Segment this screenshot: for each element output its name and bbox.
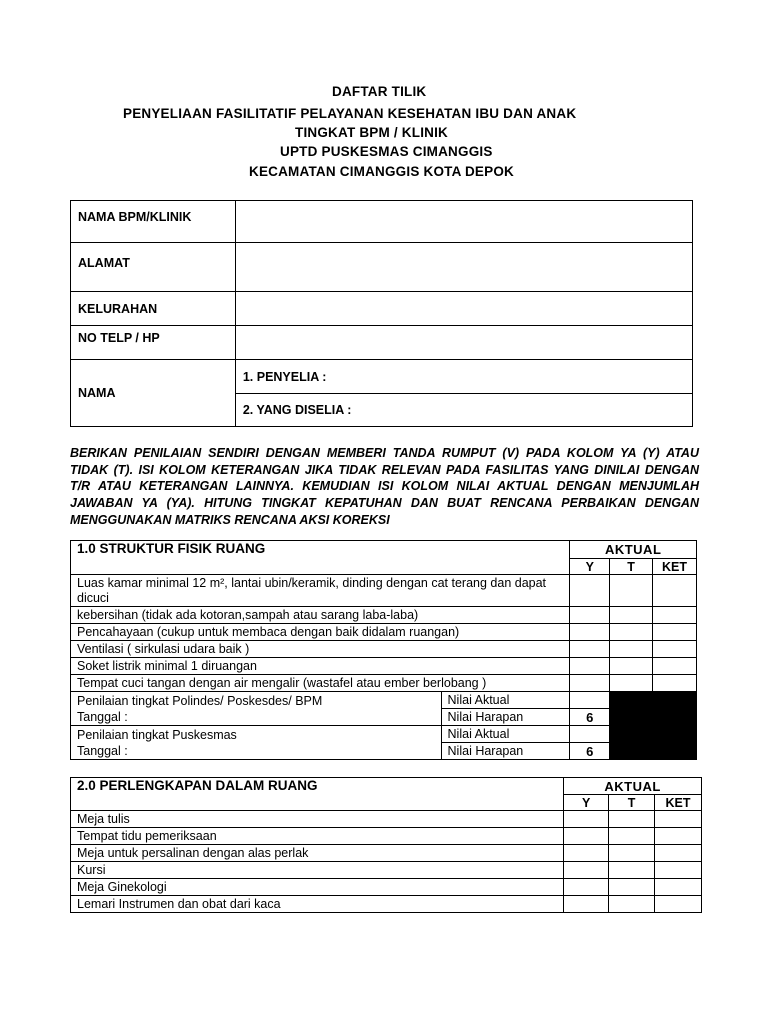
check-y[interactable] — [570, 675, 610, 692]
check-t[interactable] — [609, 845, 655, 862]
identity-table — [70, 200, 693, 427]
ket-cell[interactable] — [655, 811, 702, 828]
check-y[interactable] — [570, 575, 610, 607]
ket-cell[interactable] — [653, 575, 697, 607]
section1-item: Pencahayaan (cukup untuk membaca dengan baik didalam ruangan) — [71, 624, 570, 641]
doc-kecamatan: KECAMATAN CIMANGGIS KOTA DEPOK — [249, 164, 514, 179]
section1-col-t: T — [610, 559, 653, 575]
section1-item: kebersihan (tidak ada kotoran,sampah atau sarang laba-laba) — [71, 607, 570, 624]
section2-item: Kursi — [71, 862, 564, 879]
ket-cell[interactable] — [653, 658, 697, 675]
check-t[interactable] — [610, 675, 653, 692]
section2-item: Lemari Instrumen dan obat dari kaca — [71, 896, 564, 913]
check-t[interactable] — [610, 575, 653, 607]
instructions-text: BERIKAN PENILAIAN SENDIRI DENGAN MEMBERI TANDA RUMPUT (V) PADA KOLOM YA (Y) ATAU TIDAK (T). ISI KOLOM KETERANGAN JIKA TIDAK RELEVAN PADA FASILITAS YANG DINILAI DENGAN T/R ATAU KETERANGAN LAINNYA. KEMUDIAN ISI KOLOM NILAI AKTUAL DENGAN MENJUMLAH JAWABAN YA (YA). HITUNG TINGKAT KEPATUHAN DAN BUAT RENCANA PERBAIKAN DENGAN MENGGUNAKAN MATRIKS RENCANA AKSI KOREKSI — [70, 446, 699, 527]
nilai-aktual-value[interactable] — [570, 726, 610, 743]
ket-cell[interactable] — [655, 828, 702, 845]
field-telp[interactable] — [235, 326, 692, 360]
nilai-harapan-value: 6 — [570, 709, 610, 726]
nilai-aktual-value[interactable] — [570, 692, 610, 709]
section1-item: Luas kamar minimal 12 m², lantai ubin/keramik, dinding dengan cat terang dan dapat dicuci — [71, 575, 570, 607]
check-t[interactable] — [609, 811, 655, 828]
ket-cell[interactable] — [655, 896, 702, 913]
check-y[interactable] — [564, 879, 609, 896]
ket-cell[interactable] — [653, 641, 697, 658]
check-t[interactable] — [610, 658, 653, 675]
puskesmas-date-label: Tanggal : — [77, 743, 128, 758]
check-y[interactable] — [564, 862, 609, 879]
ket-cell[interactable] — [653, 624, 697, 641]
ket-cell[interactable] — [655, 862, 702, 879]
section2-col-y: Y — [564, 795, 609, 811]
blacked-out-cell — [610, 692, 697, 760]
section1-table — [70, 540, 697, 760]
check-y[interactable] — [564, 896, 609, 913]
ket-cell[interactable] — [655, 845, 702, 862]
ket-cell[interactable] — [655, 879, 702, 896]
polindes-label: Penilaian tingkat Polindes/ Poskesdes/ BPM — [77, 693, 323, 708]
section2-item: Meja tulis — [71, 811, 564, 828]
nilai-aktual-label: Nilai Aktual — [441, 726, 570, 743]
field-alamat[interactable] — [235, 243, 692, 292]
section2-title: 2.0 PERLENGKAPAN DALAM RUANG — [71, 778, 564, 811]
check-t[interactable] — [610, 624, 653, 641]
label-kelurahan: KELURAHAN — [71, 292, 236, 326]
section1-col-y: Y — [570, 559, 610, 575]
section2-col-ket: KET — [655, 795, 702, 811]
check-t[interactable] — [609, 862, 655, 879]
section1-item: Soket listrik minimal 1 diruangan — [71, 658, 570, 675]
section1-item: Tempat cuci tangan dengan air mengalir (wastafel atau ember berlobang ) — [71, 675, 570, 692]
polindes-date-label: Tanggal : — [77, 709, 128, 724]
section2-item: Tempat tidu pemeriksaan — [71, 828, 564, 845]
section2-col-t: T — [609, 795, 655, 811]
nilai-aktual-label: Nilai Aktual — [441, 692, 570, 709]
label-alamat: ALAMAT — [71, 243, 236, 292]
section1-col-ket: KET — [653, 559, 697, 575]
doc-level: TINGKAT BPM / KLINIK — [295, 125, 448, 140]
puskesmas-rating-label — [71, 726, 442, 760]
label-nama-bpm: NAMA BPM/KLINIK — [71, 201, 236, 243]
field-nama-bpm[interactable] — [235, 201, 692, 243]
check-t[interactable] — [609, 828, 655, 845]
nilai-harapan-label: Nilai Harapan — [441, 743, 570, 760]
ket-cell[interactable] — [653, 675, 697, 692]
section2-aktual-header: AKTUAL — [564, 778, 702, 795]
doc-puskesmas: UPTD PUSKESMAS CIMANGGIS — [280, 144, 493, 159]
check-y[interactable] — [564, 811, 609, 828]
doc-subtitle: PENYELIAAN FASILITATIF PELAYANAN KESEHATAN IBU DAN ANAK — [123, 106, 577, 121]
ket-cell[interactable] — [653, 607, 697, 624]
section2-table — [70, 777, 702, 913]
check-y[interactable] — [570, 641, 610, 658]
check-y[interactable] — [570, 624, 610, 641]
doc-title: DAFTAR TILIK — [332, 84, 427, 99]
check-t[interactable] — [610, 641, 653, 658]
section2-item: Meja untuk persalinan dengan alas perlak — [71, 845, 564, 862]
nilai-harapan-value: 6 — [570, 743, 610, 760]
section2-item: Meja Ginekologi — [71, 879, 564, 896]
field-kelurahan[interactable] — [235, 292, 692, 326]
check-y[interactable] — [564, 845, 609, 862]
check-t[interactable] — [609, 896, 655, 913]
section1-title: 1.0 STRUKTUR FISIK RUANG — [71, 541, 570, 575]
polindes-rating-label — [71, 692, 442, 726]
check-y[interactable] — [570, 607, 610, 624]
check-t[interactable] — [610, 607, 653, 624]
check-y[interactable] — [570, 658, 610, 675]
label-nama: NAMA — [71, 360, 236, 427]
section1-item: Ventilasi ( sirkulasi udara baik ) — [71, 641, 570, 658]
puskesmas-label: Penilaian tingkat Puskesmas — [77, 727, 237, 742]
check-y[interactable] — [564, 828, 609, 845]
nilai-harapan-label: Nilai Harapan — [441, 709, 570, 726]
field-penyelia[interactable]: 1. PENYELIA : — [235, 360, 692, 394]
check-t[interactable] — [609, 879, 655, 896]
field-disela[interactable]: 2. YANG DISELIA : — [235, 394, 692, 427]
label-telp: NO TELP / HP — [71, 326, 236, 360]
section1-aktual-header: AKTUAL — [570, 541, 697, 559]
